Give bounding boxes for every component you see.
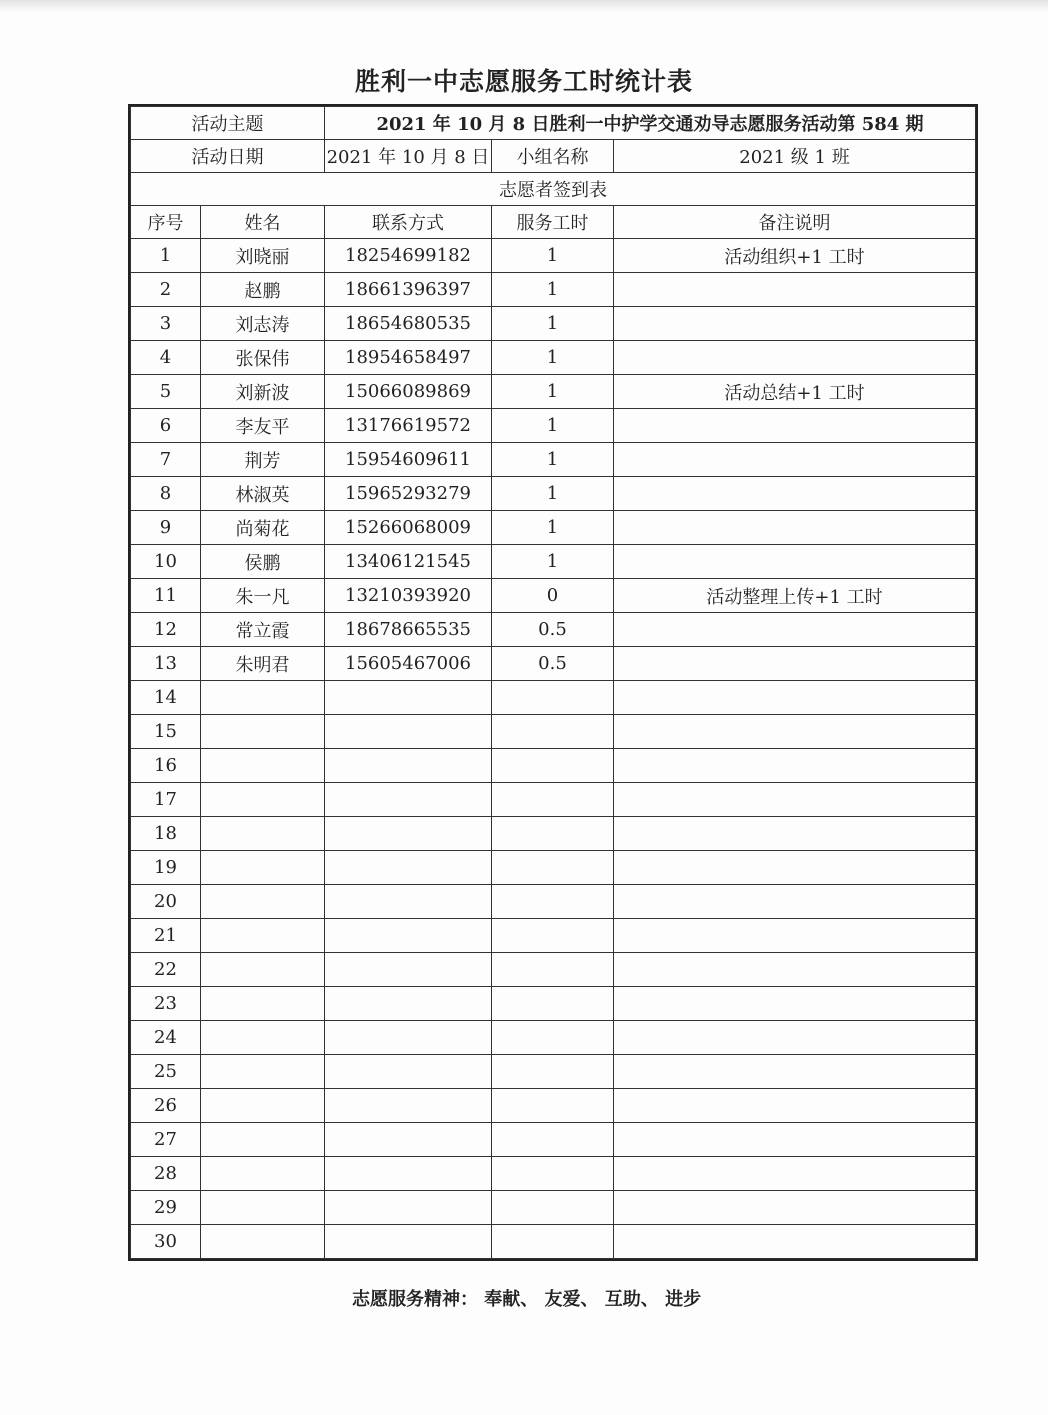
service-hours: 0 [492,579,614,613]
table-row [131,579,976,613]
remark [614,919,976,953]
remark [614,545,976,579]
table-row [131,1157,976,1191]
contact-phone: 18954658497 [325,341,492,375]
table-row [131,1225,976,1259]
contact-phone: 15266068009 [325,511,492,545]
contact-phone: 18654680535 [325,307,492,341]
contact-phone [325,749,492,783]
service-hours: 1 [492,375,614,409]
contact-phone [325,1225,492,1259]
contact-phone [325,817,492,851]
table-row [131,409,976,443]
row-number: 3 [131,307,201,341]
page-title: 胜利一中志愿服务工时统计表 [354,67,693,96]
service-hours [492,1157,614,1191]
table-row [131,681,976,715]
service-hours [492,1055,614,1089]
service-hours [492,1123,614,1157]
contact-phone [325,715,492,749]
service-hours: 1 [492,273,614,307]
remark [614,1055,976,1089]
contact-phone [325,1089,492,1123]
theme-label: 活动主题 [131,107,325,140]
remark: 活动总结+1 工时 [614,375,976,409]
contact-phone: 15965293279 [325,477,492,511]
service-hours [492,1191,614,1225]
service-hours [492,919,614,953]
contact-phone: 15954609611 [325,443,492,477]
group-label: 小组名称 [492,140,614,173]
row-number: 30 [131,1225,201,1259]
contact-phone [325,1055,492,1089]
volunteer-name: 尚菊花 [201,511,325,545]
service-hours [492,681,614,715]
timesheet-table [128,104,978,1261]
table-row [131,1191,976,1225]
theme-row [131,107,976,140]
volunteer-name [201,1089,325,1123]
remark [614,885,976,919]
service-hours [492,885,614,919]
table-row [131,273,976,307]
remark [614,477,976,511]
table-row [131,341,976,375]
contact-phone: 18678665535 [325,613,492,647]
row-number: 21 [131,919,201,953]
remark [614,987,976,1021]
row-number: 10 [131,545,201,579]
remark [614,1089,976,1123]
section-title: 志愿者签到表 [131,173,976,206]
table-row [131,511,976,545]
remark [614,511,976,545]
volunteer-name: 荆芳 [201,443,325,477]
service-hours: 1 [492,511,614,545]
table-row [131,375,976,409]
row-number: 24 [131,1021,201,1055]
service-hours: 1 [492,341,614,375]
col-header-hours: 服务工时 [492,206,614,239]
service-hours [492,749,614,783]
contact-phone [325,885,492,919]
col-header-name: 姓名 [201,206,325,239]
row-number: 2 [131,273,201,307]
volunteer-name [201,987,325,1021]
contact-phone: 13210393920 [325,579,492,613]
table-row [131,885,976,919]
row-number: 5 [131,375,201,409]
volunteer-name: 赵鹏 [201,273,325,307]
row-number: 1 [131,239,201,273]
row-number: 29 [131,1191,201,1225]
service-hours [492,953,614,987]
remark [614,851,976,885]
date-label: 活动日期 [131,140,325,173]
volunteer-name: 刘晓丽 [201,239,325,273]
row-number: 23 [131,987,201,1021]
table-row [131,851,976,885]
contact-phone: 18254699182 [325,239,492,273]
remark [614,307,976,341]
volunteer-name: 刘志涛 [201,307,325,341]
column-header-row [131,206,976,239]
contact-phone: 15066089869 [325,375,492,409]
row-number: 19 [131,851,201,885]
remark [614,783,976,817]
table-row [131,307,976,341]
row-number: 9 [131,511,201,545]
remark [614,647,976,681]
service-hours: 1 [492,239,614,273]
row-number: 11 [131,579,201,613]
volunteer-name: 张保伟 [201,341,325,375]
service-hours [492,987,614,1021]
remark [614,443,976,477]
row-number: 20 [131,885,201,919]
volunteer-name [201,1157,325,1191]
table-row [131,545,976,579]
volunteer-name: 朱一凡 [201,579,325,613]
row-number: 12 [131,613,201,647]
service-hours [492,851,614,885]
contact-phone [325,1123,492,1157]
row-number: 4 [131,341,201,375]
remark [614,273,976,307]
contact-phone [325,953,492,987]
volunteer-name: 朱明君 [201,647,325,681]
service-hours [492,1021,614,1055]
volunteer-name: 常立霞 [201,613,325,647]
table-row [131,1123,976,1157]
volunteer-name [201,885,325,919]
remark [614,715,976,749]
volunteer-name [201,953,325,987]
row-number: 28 [131,1157,201,1191]
volunteer-spirit-footer: 志愿服务精神： 奉献、 友爱、 互助、 进步 [352,1289,702,1310]
table-row [131,1055,976,1089]
volunteer-name [201,749,325,783]
row-number: 15 [131,715,201,749]
contact-phone [325,987,492,1021]
col-header-note: 备注说明 [614,206,976,239]
contact-phone: 18661396397 [325,273,492,307]
remark [614,681,976,715]
remark [614,613,976,647]
remark [614,1157,976,1191]
group-value: 2021 级 1 班 [614,140,976,173]
row-number: 14 [131,681,201,715]
service-hours [492,715,614,749]
row-number: 16 [131,749,201,783]
remark [614,1191,976,1225]
section-row [131,173,976,206]
contact-phone: 13406121545 [325,545,492,579]
contact-phone [325,783,492,817]
remark [614,953,976,987]
remark [614,1123,976,1157]
row-number: 6 [131,409,201,443]
remark: 活动组织+1 工时 [614,239,976,273]
remark [614,409,976,443]
service-hours: 1 [492,477,614,511]
col-header-no: 序号 [131,206,201,239]
table-row [131,477,976,511]
row-number: 22 [131,953,201,987]
volunteer-name: 李友平 [201,409,325,443]
table-row [131,239,976,273]
table-row [131,817,976,851]
row-number: 26 [131,1089,201,1123]
table-row [131,715,976,749]
table-row [131,749,976,783]
table-row [131,783,976,817]
volunteer-name [201,1225,325,1259]
volunteer-name [201,919,325,953]
table-row [131,1021,976,1055]
table-row [131,987,976,1021]
row-number: 27 [131,1123,201,1157]
volunteer-name [201,1021,325,1055]
date-row [131,140,976,173]
volunteer-name: 侯鹏 [201,545,325,579]
service-hours [492,783,614,817]
theme-value: 2021 年 10 月 8 日胜利一中护学交通劝导志愿服务活动第 584 期 [325,107,976,140]
scan-edge-shadow [0,0,1048,12]
contact-phone [325,1157,492,1191]
contact-phone [325,919,492,953]
remark [614,749,976,783]
remark [614,817,976,851]
row-number: 13 [131,647,201,681]
row-number: 25 [131,1055,201,1089]
service-hours: 0.5 [492,613,614,647]
remark [614,341,976,375]
table-row [131,443,976,477]
contact-phone: 15605467006 [325,647,492,681]
table-row [131,647,976,681]
row-number: 17 [131,783,201,817]
row-number: 18 [131,817,201,851]
contact-phone: 13176619572 [325,409,492,443]
volunteer-name [201,1055,325,1089]
volunteer-name [201,817,325,851]
service-hours: 1 [492,409,614,443]
volunteer-name [201,715,325,749]
row-number: 8 [131,477,201,511]
table-row [131,919,976,953]
service-hours: 1 [492,443,614,477]
col-header-phone: 联系方式 [325,206,492,239]
row-number: 7 [131,443,201,477]
volunteer-name [201,1123,325,1157]
service-hours [492,1089,614,1123]
service-hours: 1 [492,307,614,341]
contact-phone [325,1191,492,1225]
volunteer-name [201,851,325,885]
service-hours: 0.5 [492,647,614,681]
service-hours [492,817,614,851]
remark [614,1021,976,1055]
volunteer-name: 刘新波 [201,375,325,409]
volunteer-name [201,681,325,715]
contact-phone [325,851,492,885]
contact-phone [325,1021,492,1055]
table-row [131,953,976,987]
service-hours: 1 [492,545,614,579]
volunteer-name [201,1191,325,1225]
date-value: 2021 年 10 月 8 日 [325,140,492,173]
service-hours [492,1225,614,1259]
remark: 活动整理上传+1 工时 [614,579,976,613]
table-row [131,613,976,647]
remark [614,1225,976,1259]
volunteer-name [201,783,325,817]
contact-phone [325,681,492,715]
table-row [131,1089,976,1123]
volunteer-name: 林淑英 [201,477,325,511]
